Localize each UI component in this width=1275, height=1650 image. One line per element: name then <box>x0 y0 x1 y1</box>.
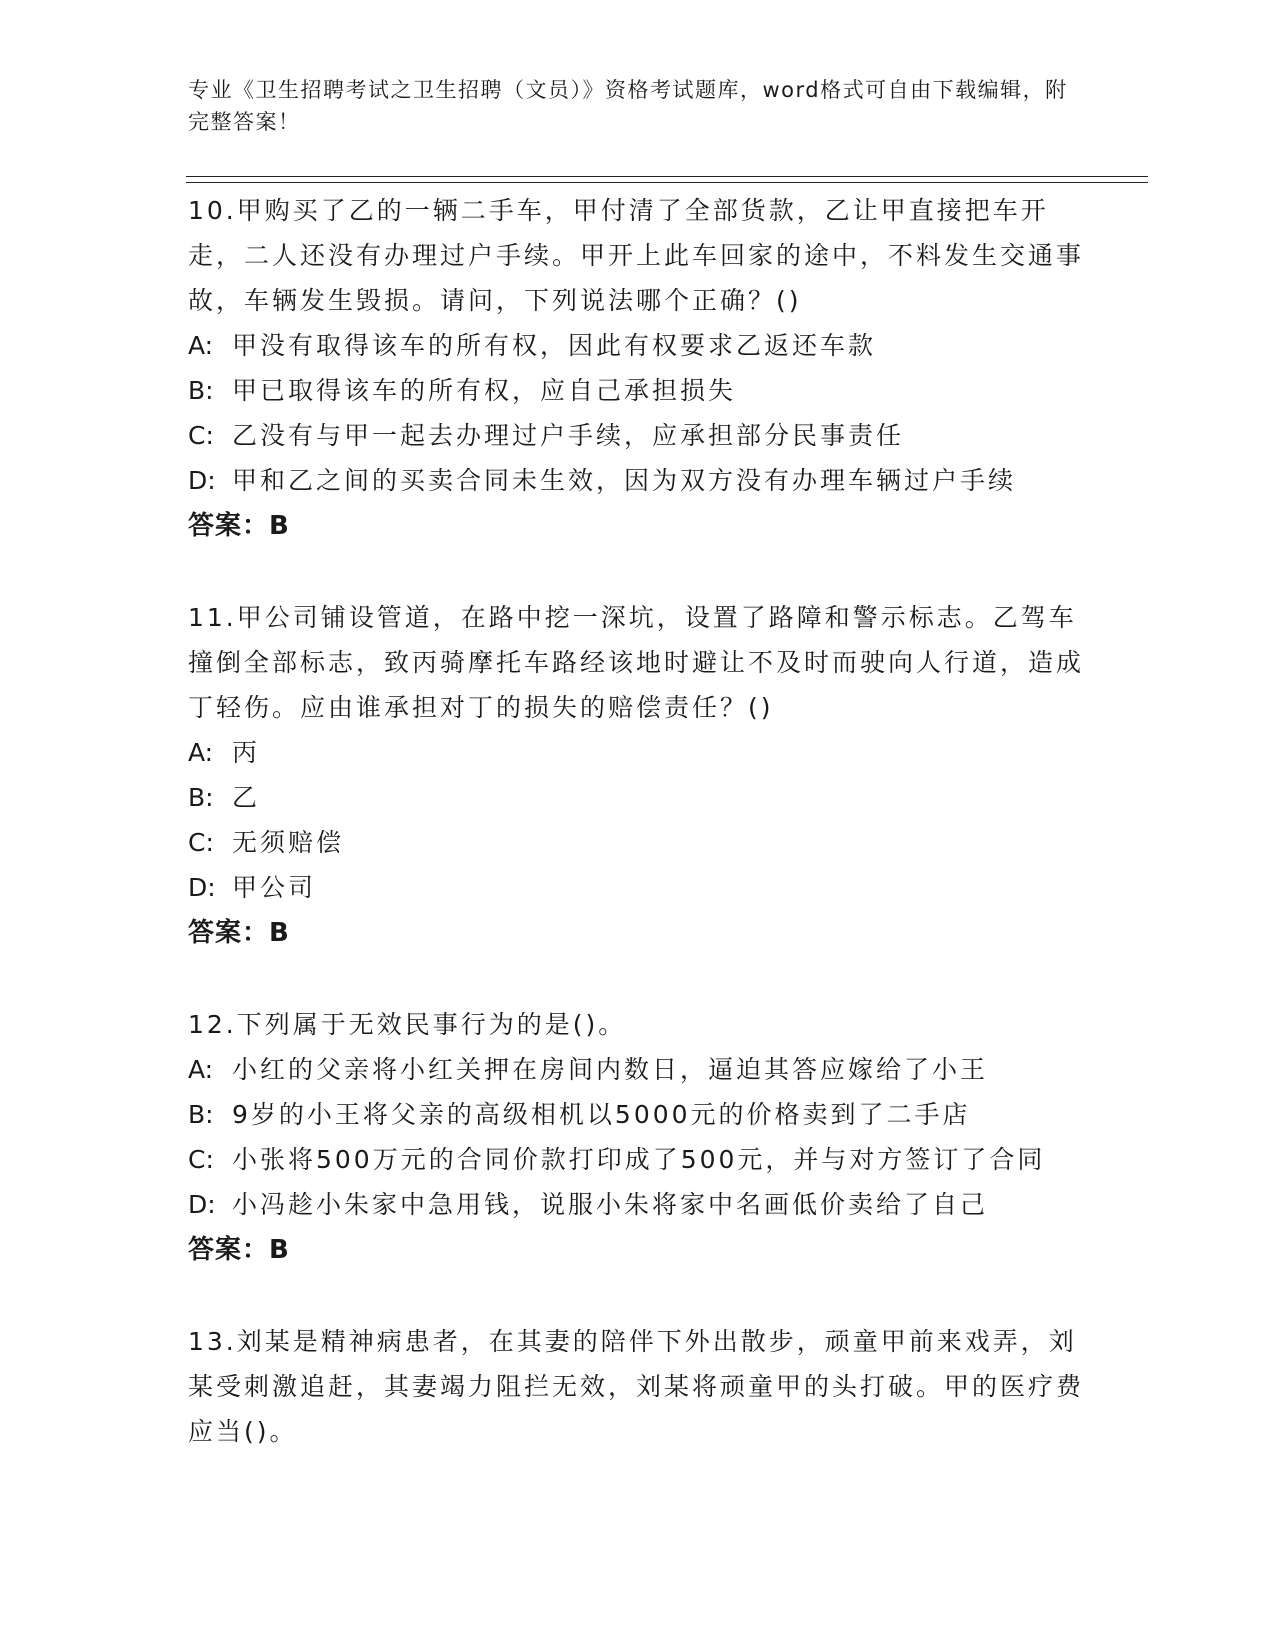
option-text: 丙 <box>232 738 261 767</box>
option-key: A: <box>188 331 214 360</box>
option-key: B: <box>188 1100 214 1129</box>
option-text: 乙 <box>232 783 261 812</box>
answer-label: 答案：B <box>188 511 290 541</box>
option-c <box>188 820 1088 865</box>
option-text: 甲公司 <box>232 873 317 902</box>
answer-label: 答案：B <box>188 1235 290 1265</box>
option-b <box>188 368 1088 413</box>
question-10 <box>188 188 1088 549</box>
option-text: 9岁的小王将父亲的高级相机以5000元的价格卖到了二手店 <box>232 1100 971 1129</box>
option-text: 小红的父亲将小红关押在房间内数日，逼迫其答应嫁给了小王 <box>232 1055 989 1084</box>
option-key: B: <box>188 376 214 405</box>
option-text: 小张将500万元的合同价款打印成了500元，并与对方签订了合同 <box>232 1145 1046 1174</box>
option-text: 小冯趁小朱家中急用钱，说服小朱将家中名画低价卖给了自己 <box>232 1190 989 1219</box>
option-key: A: <box>188 738 214 767</box>
answer-label: 答案：B <box>188 918 290 948</box>
question-11 <box>188 595 1088 956</box>
option-c <box>188 413 1088 458</box>
option-key: C: <box>188 1145 214 1174</box>
option-key: A: <box>188 1055 214 1084</box>
option-d <box>188 865 1088 910</box>
option-key: D: <box>188 1190 216 1219</box>
option-key: B: <box>188 783 214 812</box>
option-a <box>188 323 1088 368</box>
question-12 <box>188 1002 1088 1273</box>
option-c <box>188 1137 1088 1182</box>
option-text: 乙没有与甲一起去办理过户手续，应承担部分民事责任 <box>232 421 905 450</box>
question-stem: 11.甲公司铺设管道，在路中挖一深坑，设置了路障和警示标志。乙驾车撞倒全部标志，致丙骑摩托车路经该地时避让不及时而驶向人行道，造成丁轻伤。应由谁承担对丁的损失的赔偿责任？() <box>188 603 1085 722</box>
question-13 <box>188 1319 1088 1454</box>
question-stem: 12.下列属于无效民事行为的是()。 <box>188 1010 627 1039</box>
option-key: C: <box>188 421 214 450</box>
option-text: 甲没有取得该车的所有权，因此有权要求乙返还车款 <box>232 331 877 360</box>
option-text: 甲和乙之间的买卖合同未生效，因为双方没有办理车辆过户手续 <box>232 466 1017 495</box>
option-key: D: <box>188 466 216 495</box>
document-header: 专业《卫生招聘考试之卫生招聘（文员）》资格考试题库，word格式可自由下载编辑，附完整答案！ <box>188 78 1068 134</box>
question-stem: 13.刘某是精神病患者，在其妻的陪伴下外出散步，顽童甲前来戏弄，刘某受刺激追赶，其妻竭力阻拦无效，刘某将顽童甲的头打破。甲的医疗费应当()。 <box>188 1327 1085 1446</box>
option-a <box>188 730 1088 775</box>
option-a <box>188 1047 1088 1092</box>
question-stem: 10.甲购买了乙的一辆二手车，甲付清了全部货款，乙让甲直接把车开走，二人还没有办理过户手续。甲开上此车回家的途中，不料发生交通事故，车辆发生毁损。请问，下列说法哪个正确？() <box>188 196 1085 315</box>
question-list <box>188 188 1088 1500</box>
option-d <box>188 458 1088 503</box>
option-text: 甲已取得该车的所有权，应自己承担损失 <box>232 376 737 405</box>
header-divider-secondary <box>186 182 1148 183</box>
option-b <box>188 775 1088 820</box>
header-divider <box>186 176 1148 177</box>
option-text: 无须赔偿 <box>232 828 345 857</box>
option-key: D: <box>188 873 216 902</box>
option-b <box>188 1092 1088 1137</box>
option-d <box>188 1182 1088 1227</box>
option-key: C: <box>188 828 214 857</box>
